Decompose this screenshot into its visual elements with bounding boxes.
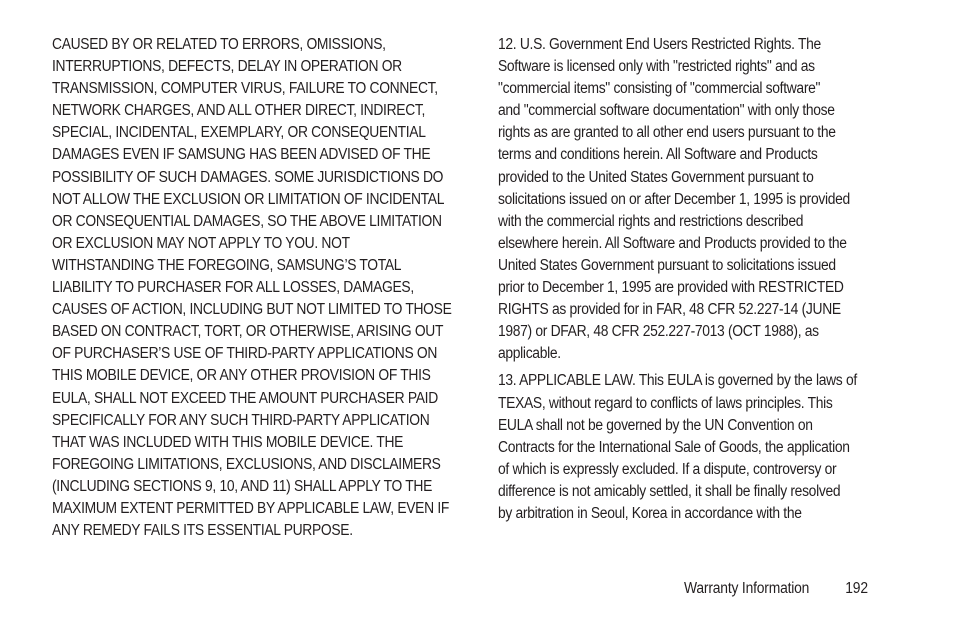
left-column — [52, 34, 452, 542]
text-line: by arbitration in Seoul, Korea in accordance with the — [498, 504, 802, 522]
text-line: 1987) or DFAR, 48 CFR 252.227-7013 (OCT 1988), as — [498, 323, 819, 341]
text-line: (INCLUDING SECTIONS 9, 10, AND 11) SHALL APPLY TO THE — [52, 477, 433, 495]
text-line: with the commercial rights and restrictions described — [498, 212, 804, 230]
text-line: OF PURCHASER’S USE OF THIRD-PARTY APPLICATIONS ON — [52, 345, 438, 363]
text-line: DAMAGES EVEN IF SAMSUNG HAS BEEN ADVISED OF THE — [52, 146, 431, 164]
text-line: INTERRUPTIONS, DEFECTS, DELAY IN OPERATION OR — [52, 58, 402, 76]
text-line: Software is licensed only with "restricted rights" and as — [498, 58, 815, 76]
text-line: NETWORK CHARGES, AND ALL OTHER DIRECT, INDIRECT, — [52, 102, 426, 120]
text-line: THIS MOBILE DEVICE, OR ANY OTHER PROVISION OF THIS — [52, 367, 431, 385]
text-line: FOREGOING LIMITATIONS, EXCLUSIONS, AND DISCLAIMERS — [52, 455, 441, 473]
text-line: ANY REMEDY FAILS ITS ESSENTIAL PURPOSE. — [52, 522, 353, 540]
text-line: 13. APPLICABLE LAW. This EULA is governed by the laws of — [498, 372, 857, 390]
text-line: EULA, SHALL NOT EXCEED THE AMOUNT PURCHASER PAID — [52, 389, 438, 407]
applicable-law-paragraph — [498, 370, 894, 525]
page-number: 192 — [845, 580, 868, 597]
text-line: of which is expressly excluded. If a dispute, controversy or — [498, 460, 837, 478]
text-line: terms and conditions herein. All Software and Products — [498, 146, 818, 164]
text-line: difference is not amicably settled, it shall be finally resolved — [498, 482, 841, 500]
text-line: "commercial items" consisting of "commercial software" — [498, 80, 821, 98]
footer-section-title: Warranty Information — [684, 580, 810, 597]
text-line: BASED ON CONTRACT, TORT, OR OTHERWISE, ARISING OUT — [52, 323, 444, 341]
text-line: WITHSTANDING THE FOREGOING, SAMSUNG’S TOTAL — [52, 256, 402, 274]
text-line: CAUSED BY OR RELATED TO ERRORS, OMISSIONS, — [52, 36, 386, 53]
text-line: TEXAS, without regard to conflicts of laws principles. This — [498, 394, 833, 412]
text-line: OR EXCLUSION MAY NOT APPLY TO YOU. NOT — [52, 234, 350, 252]
text-line: elsewhere herein. All Software and Products provided to the — [498, 234, 847, 252]
text-line: rights as are granted to all other end users pursuant to the — [498, 124, 836, 142]
text-line: NOT ALLOW THE EXCLUSION OR LIMITATION OF INCIDENTAL — [52, 190, 445, 208]
text-line: provided to the United States Government pursuant to — [498, 168, 814, 186]
text-line: CAUSES OF ACTION, INCLUDING BUT NOT LIMITED TO THOSE — [52, 301, 452, 319]
text-line: MAXIMUM EXTENT PERMITTED BY APPLICABLE LAW, EVEN IF — [52, 499, 450, 517]
liability-paragraph — [52, 34, 452, 542]
text-line: prior to December 1, 1995 are provided with RESTRICTED — [498, 279, 844, 297]
text-line: TRANSMISSION, COMPUTER VIRUS, FAILURE TO CONNECT, — [52, 80, 438, 98]
page-footer — [684, 578, 868, 600]
text-line: EULA shall not be governed by the UN Convention on — [498, 416, 813, 434]
right-column — [498, 34, 894, 525]
text-line: solicitations issued on or after December 1, 1995 is provided — [498, 190, 850, 208]
text-line: Contracts for the International Sale of Goods, the application — [498, 438, 850, 456]
restricted-rights-paragraph — [498, 34, 894, 365]
text-line: OR CONSEQUENTIAL DAMAGES, SO THE ABOVE LIMITATION — [52, 212, 442, 230]
text-line: 12. U.S. Government End Users Restricted Rights. The — [498, 36, 821, 53]
text-line: THAT WAS INCLUDED WITH THIS MOBILE DEVICE. THE — [52, 433, 404, 451]
text-line: applicable. — [498, 345, 561, 363]
text-line: LIABILITY TO PURCHASER FOR ALL LOSSES, DAMAGES, — [52, 279, 414, 297]
text-line: SPECIAL, INCIDENTAL, EXEMPLARY, OR CONSEQUENTIAL — [52, 124, 426, 142]
text-line: POSSIBILITY OF SUCH DAMAGES. SOME JURISDICTIONS DO — [52, 168, 444, 186]
text-line: United States Government pursuant to solicitations issued — [498, 256, 836, 274]
text-line: and "commercial software documentation" with only those — [498, 102, 835, 120]
text-line: SPECIFICALLY FOR ANY SUCH THIRD-PARTY APPLICATION — [52, 411, 430, 429]
text-line: RIGHTS as provided for in FAR, 48 CFR 52.227-14 (JUNE — [498, 301, 841, 319]
